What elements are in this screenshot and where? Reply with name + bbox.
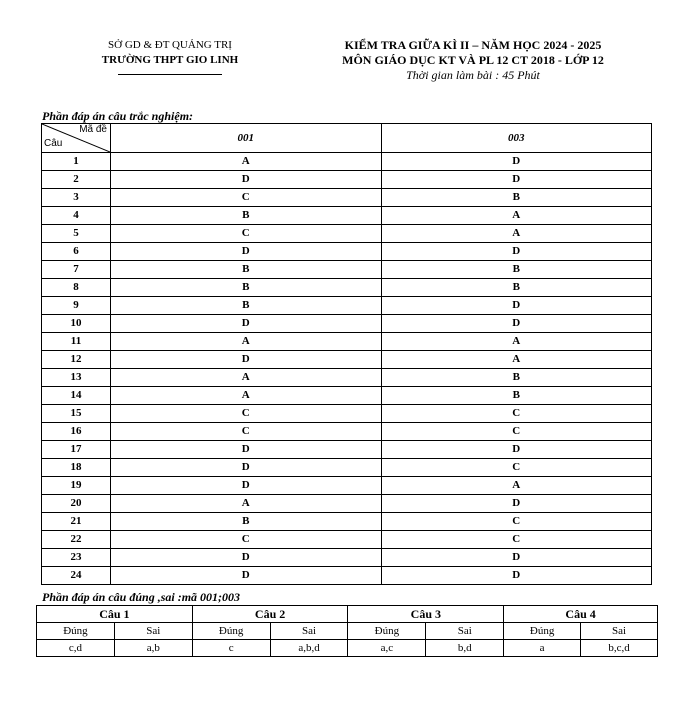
question-number: 23 [42, 549, 111, 567]
answer-cell: A [381, 225, 652, 243]
mc-section-title: Phần đáp án câu trắc nghiệm: [42, 109, 194, 123]
tf-question-label: Câu 2 [192, 606, 348, 623]
question-number: 20 [42, 495, 111, 513]
false-label: Sai [426, 623, 504, 640]
answer-cell: B [381, 387, 652, 405]
table-row [42, 369, 652, 387]
table-row [42, 261, 652, 279]
answer-cell: D [111, 459, 382, 477]
answer-cell: C [111, 225, 382, 243]
answer-cell: C [381, 531, 652, 549]
tf-answer-table [36, 605, 658, 657]
table-row [42, 495, 652, 513]
answer-cell: D [111, 441, 382, 459]
table-row [42, 315, 652, 333]
table-row [42, 441, 652, 459]
question-number: 19 [42, 477, 111, 495]
table-row [42, 171, 652, 189]
mc-header-row [42, 124, 652, 153]
question-number: 5 [42, 225, 111, 243]
answer-cell: C [111, 423, 382, 441]
answer-cell: B [381, 369, 652, 387]
department-name: SỞ GD & ĐT QUẢNG TRỊ [108, 39, 232, 51]
corner-cell [42, 124, 111, 153]
question-number: 17 [42, 441, 111, 459]
subject-title: MÔN GIÁO DỤC KT VÀ PL 12 CT 2018 - LỚP 12 [342, 53, 604, 67]
answer-cell: D [381, 243, 652, 261]
table-row [42, 513, 652, 531]
answer-cell: D [381, 153, 652, 171]
answer-cell: A [381, 351, 652, 369]
true-label: Đúng [504, 623, 581, 640]
tf-section-title: Phần đáp án câu đúng ,sai :mã 001;003 [42, 590, 241, 604]
header-left [70, 38, 270, 75]
question-number: 7 [42, 261, 111, 279]
true-label: Đúng [348, 623, 426, 640]
true-answers: a [504, 640, 581, 657]
answer-cell: D [111, 567, 382, 585]
header-divider [118, 74, 222, 75]
question-number: 3 [42, 189, 111, 207]
question-number: 8 [42, 279, 111, 297]
question-number: 2 [42, 171, 111, 189]
answer-cell: D [111, 351, 382, 369]
table-row [42, 243, 652, 261]
question-number: 15 [42, 405, 111, 423]
table-row [42, 387, 652, 405]
answer-cell: B [111, 297, 382, 315]
table-row [42, 189, 652, 207]
answer-cell: D [381, 549, 652, 567]
mc-answer-table [41, 123, 652, 585]
question-number: 11 [42, 333, 111, 351]
table-row [42, 297, 652, 315]
answer-cell: B [381, 261, 652, 279]
answer-cell: B [381, 189, 652, 207]
tf-label-row [37, 623, 658, 640]
answer-cell: C [111, 531, 382, 549]
question-number: 14 [42, 387, 111, 405]
table-row [42, 153, 652, 171]
answer-cell: C [381, 405, 652, 423]
answer-cell: C [111, 189, 382, 207]
question-number: 24 [42, 567, 111, 585]
answer-cell: D [381, 171, 652, 189]
question-number: 1 [42, 153, 111, 171]
question-number: 16 [42, 423, 111, 441]
answer-cell: D [111, 477, 382, 495]
table-row [42, 567, 652, 585]
answer-cell: B [111, 513, 382, 531]
tf-question-label: Câu 3 [348, 606, 504, 623]
table-row [42, 531, 652, 549]
table-row [42, 207, 652, 225]
true-label: Đúng [192, 623, 270, 640]
table-row [42, 279, 652, 297]
table-row [42, 405, 652, 423]
answer-cell: C [111, 405, 382, 423]
answer-cell: D [111, 243, 382, 261]
tf-question-label: Câu 1 [37, 606, 193, 623]
question-number: 10 [42, 315, 111, 333]
true-answers: a,c [348, 640, 426, 657]
school-name: TRƯỜNG THPT GIO LINH [101, 54, 239, 66]
false-answers: a,b,d [270, 640, 348, 657]
answer-cell: D [381, 495, 652, 513]
table-row [42, 477, 652, 495]
answer-cell: B [381, 279, 652, 297]
answer-cell: D [111, 171, 382, 189]
code-header-001: 001 [111, 124, 382, 153]
false-answers: a,b [114, 640, 192, 657]
answer-cell: A [381, 207, 652, 225]
true-label: Đúng [37, 623, 115, 640]
false-label: Sai [114, 623, 192, 640]
question-number: 21 [42, 513, 111, 531]
false-label: Sai [270, 623, 348, 640]
question-number: 18 [42, 459, 111, 477]
answer-cell: A [111, 153, 382, 171]
false-answers: b,d [426, 640, 504, 657]
question-number: 9 [42, 297, 111, 315]
header-right [296, 38, 650, 83]
answer-cell: B [111, 207, 382, 225]
exam-duration: Thời gian làm bài : 45 Phút [406, 68, 540, 82]
tf-question-row [37, 606, 658, 623]
answer-cell: B [111, 279, 382, 297]
code-header-003: 003 [381, 124, 652, 153]
false-label: Sai [581, 623, 658, 640]
question-number: 4 [42, 207, 111, 225]
corner-code-label: Mã đề [79, 124, 107, 135]
table-row [42, 423, 652, 441]
table-row [42, 351, 652, 369]
table-row [42, 549, 652, 567]
answer-cell: A [111, 333, 382, 351]
question-number: 13 [42, 369, 111, 387]
tf-question-label: Câu 4 [504, 606, 658, 623]
answer-cell: A [111, 369, 382, 387]
table-row [42, 225, 652, 243]
true-answers: c,d [37, 640, 115, 657]
answer-cell: D [111, 315, 382, 333]
question-number: 6 [42, 243, 111, 261]
answer-cell: D [381, 315, 652, 333]
answer-cell: A [111, 495, 382, 513]
table-row [42, 459, 652, 477]
true-answers: c [192, 640, 270, 657]
answer-cell: D [381, 567, 652, 585]
answer-cell: C [381, 423, 652, 441]
false-answers: b,c,d [581, 640, 658, 657]
tf-value-row [37, 640, 658, 657]
answer-cell: A [381, 477, 652, 495]
answer-cell: A [381, 333, 652, 351]
question-number: 22 [42, 531, 111, 549]
answer-cell: C [381, 459, 652, 477]
answer-cell: D [381, 297, 652, 315]
answer-cell: D [381, 441, 652, 459]
table-row [42, 333, 652, 351]
corner-question-label: Câu [44, 138, 63, 149]
answer-cell: D [111, 549, 382, 567]
answer-cell: B [111, 261, 382, 279]
answer-cell: C [381, 513, 652, 531]
answer-cell: A [111, 387, 382, 405]
exam-title: KIỂM TRA GIỮA KÌ II – NĂM HỌC 2024 - 2025 [344, 38, 602, 52]
question-number: 12 [42, 351, 111, 369]
